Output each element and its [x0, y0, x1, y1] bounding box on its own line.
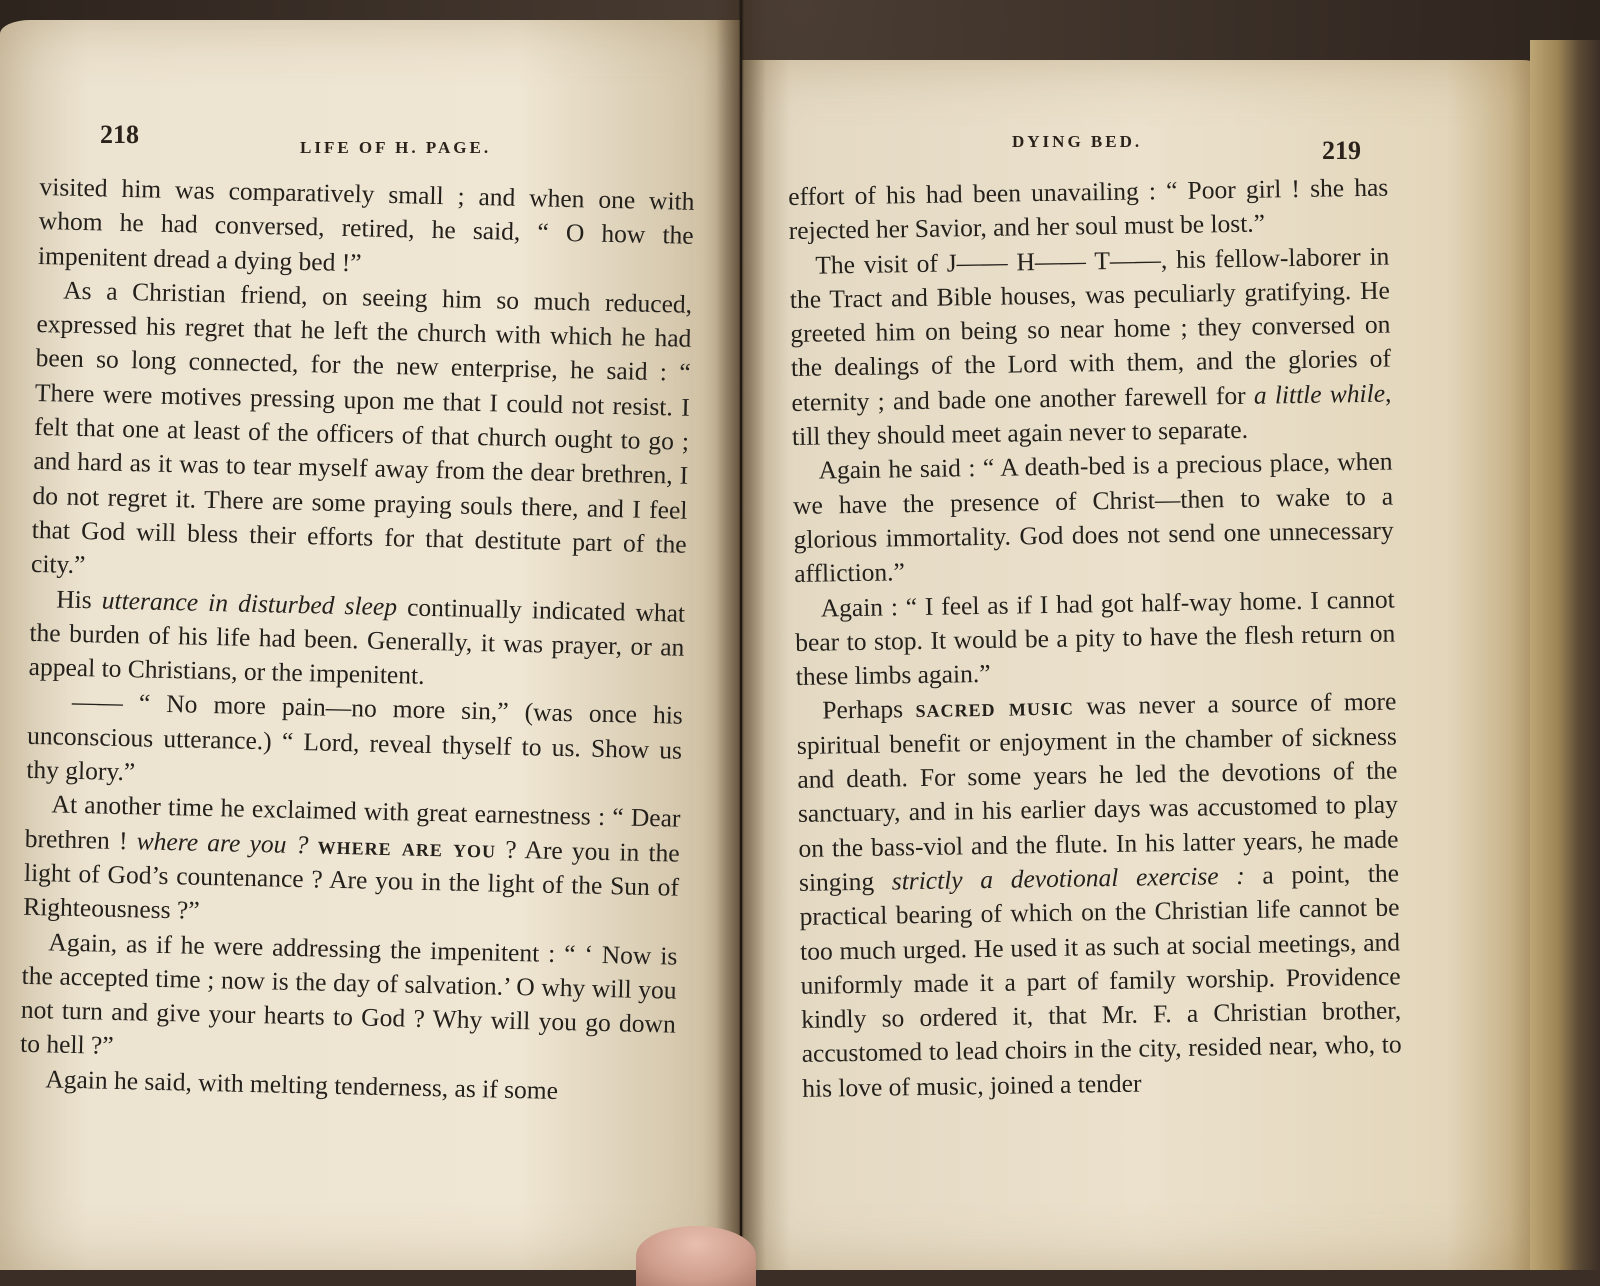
- page-edges: [1530, 40, 1600, 1270]
- right-page-text: [788, 171, 1402, 1106]
- left-page: [0, 20, 740, 1270]
- paragraph: Again, as if he were addressing the impenitent : “ ‘ Now is the accepted time ; now is the day of salvation.’ O why will you not turn and give your hearts to God ? Why will you go down to hell ?”: [19, 926, 678, 1061]
- paragraph: Perhaps sacred music was never a source of more spiritual benefit or enjoyment in the chamber of sickness and death. For some years he led the devotions of the sanctuary, and in his earlier days was accustomed to play on the bass-viol and the flute. In his latter years, he made singing strictly a devotional exercise : a point, the practical bearing of which on the Christian life cannot be too much urged. He used it as such at social meetings, and uniformly made it a part of family worship. Providence kindly so ordered it, that Mr. F. a Christian brother, accustomed to lead choirs in the city, resided near, who, to his love of music, joined a tender: [796, 686, 1402, 1103]
- thumb: [636, 1226, 756, 1286]
- left-page-text: [19, 170, 695, 1111]
- paragraph: At another time he exclaimed with great earnestness : “ Dear brethren ! where are you ? where are you ? Are you in the light of God’s countenance ? Are you in the light of the Sun of Righteousness ?”: [22, 789, 681, 926]
- right-page: [742, 60, 1542, 1270]
- paragraph: —— “ No more pain—no more sin,” (was once his unconscious utterance.) “ Lord, reveal thyself to us. Show us thy glory.”: [26, 687, 684, 787]
- book-gutter: [716, 0, 766, 1270]
- paragraph: The visit of J—— H—— T——, his fellow-laborer in the Tract and Bible houses, was peculiarly gratifying. He greeted him on being so near home ; they conversed on the dealings of the Lord with them, and the glories of eternity ; and bade one another farewell for a little while, till they should meet again never to separate.: [789, 241, 1392, 452]
- paragraph: visited him was comparatively small ; and when one with whom he had conversed, retired, he said, “ O how the impenitent dread a dying bed !”: [37, 171, 695, 277]
- paragraph: Again he said, with melting tenderness, as if some: [45, 1064, 559, 1105]
- paragraph: As a Christian friend, on seeing him so much reduced, expressed his regret that he left the church with which he had been so long connected, for the new enterprise, he said : “ There were motives pressing upon me that I could not resist. I felt that one at least of the officers of that church ought to go ; and hard as it was to tear myself away from the dear brethren, I do not regret it. There are some praying souls there, and I feel that God will bless their efforts for that destitute part of the city.”: [30, 275, 693, 580]
- paragraph: His utterance in disturbed sleep continually indicated what the burden of his life had been. Generally, it was prayer, or an appeal to Christians, or the impenitent.: [28, 584, 686, 691]
- running-head: DYING BED.: [1012, 132, 1143, 151]
- paragraph: effort of his had been unavailing : “ Poor girl ! she has rejected her Savior, and her soul must be lost.”: [788, 172, 1389, 246]
- running-head: LIFE OF H. PAGE.: [300, 138, 492, 157]
- paragraph: Again : “ I feel as if I had got half-way home. I cannot bear to stop. It would be a pity to have the flesh return on these limbs again.”: [795, 584, 1396, 692]
- page-number: 219: [1322, 136, 1361, 165]
- paragraph: Again he said : “ A death-bed is a precious place, when we have the presence of Christ—then to wake to a glorious immortality. God does not send one unnecessary affliction.”: [792, 446, 1394, 589]
- page-number: 218: [100, 120, 139, 149]
